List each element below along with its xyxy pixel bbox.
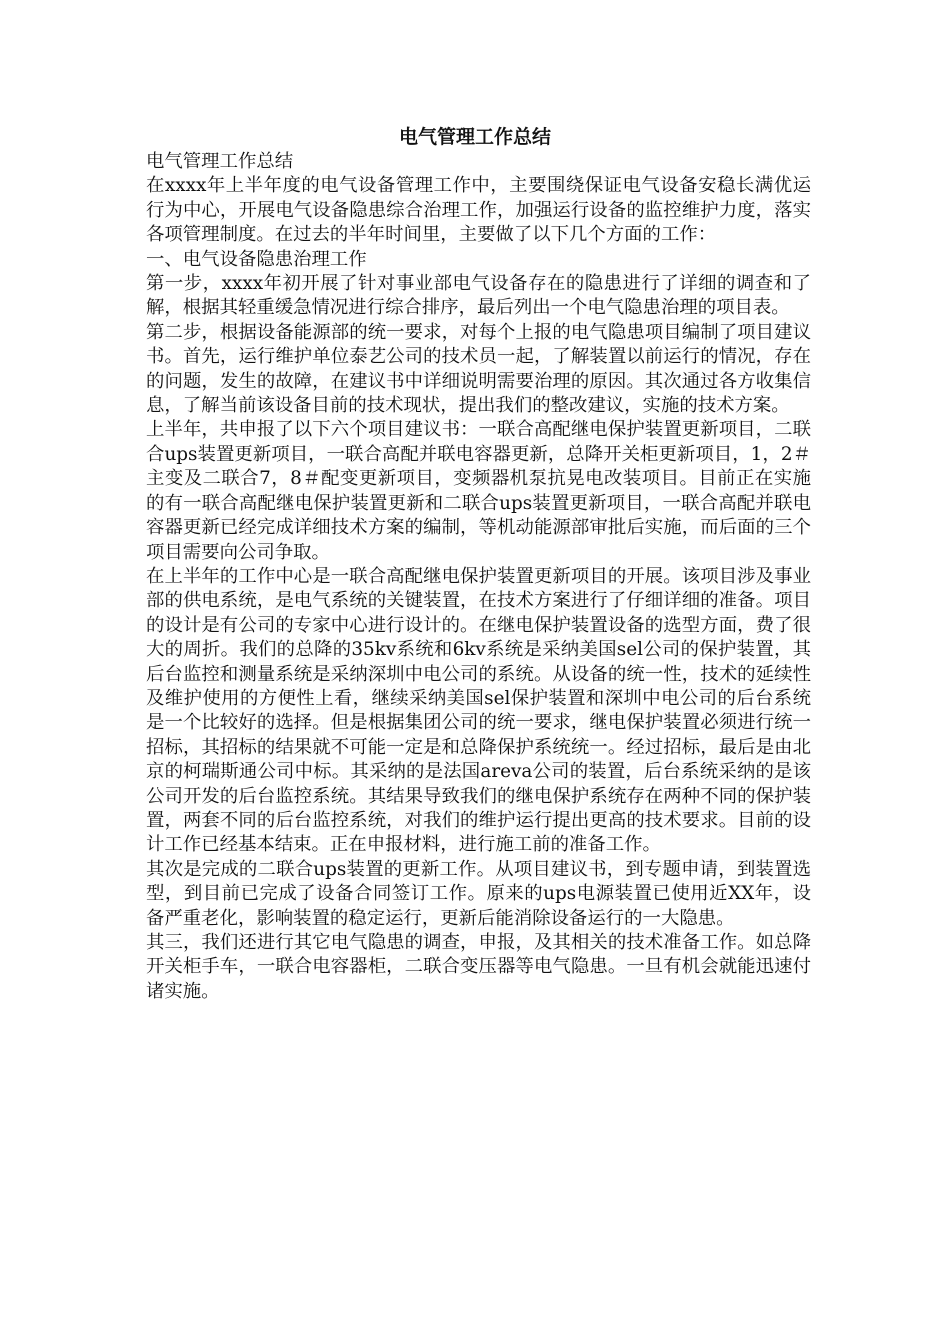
section-heading: 一、电气设备隐患治理工作 [146,248,367,270]
paragraph-other-hazards: 其三，我们还进行其它电气隐患的调查，申报，及其相关的技术准备工作。如总降开关柜手车，一联合电容器柜，二联合变压器等电气隐患。一旦有机会就能迅速付诸实施。 [146,932,811,1002]
paragraph-step-two: 第二步，根据设备能源部的统一要求，对每个上报的电气隐患项目编制了项目建议书。首先，运行维护单位泰艺公司的技术员一起，了解装置以前运行的情况，存在的问题，发生的故障，在建议书中详细说明需要治理的原因。其次通过各方收集信息，了解当前该设备目前的技术现状，提出我们的整改建议，实施的技术方案。 [146,321,811,417]
document-body [146,150,811,1004]
document-title: 电气管理工作总结 [398,126,551,148]
paragraph-step-one: 第一步，xxxx年初开展了针对事业部电气设备存在的隐患进行了详细的调查和了解，根据其轻重缓急情况进行综合排序，最后列出一个电气隐患治理的项目表。 [146,273,811,319]
paragraph-relay-project: 在上半年的工作中心是一联合高配继电保护装置更新项目的开展。该项目涉及事业部的供电系统，是电气系统的关键装置，在技术方案进行了仔细详细的准备。项目的设计是有公司的专家中心进行设计的。在继电保护装置设备的选型方面，费了很大的周折。我们的总降的35kv系统和6kv系统是采纳美国sel公司的保护装置，其后台监控和测量系统是采纳深圳中电公司的系统。从设备的统一性，技术的延续性及维护使用的方便性上看，继续采纳美国sel保护装置和深圳中电公司的后台系统是一个比较好的选择。但是根据集团公司的统一要求，继电保护装置必须进行统一招标，其招标的结果就不可能一定是和总降保护系统统一。经过招标，最后是由北京的柯瑞斯通公司中标。其采纳的是法国areva公司的装置，后台系统采纳的是该公司开发的后台监控系统。其结果导致我们的继电保护系统存在两种不同的保护装置，两套不同的后台监控系统，对我们的维护运行提出更高的技术要求。目前的设计工作已经基本结束。正在申报材料，进行施工前的准备工作。 [146,565,811,856]
paragraph-ups-project: 其次是完成的二联合ups装置的更新工作。从项目建议书，到专题申请，到装置选型，到目前已完成了设备合同签订工作。原来的ups电源装置已使用近XX年，设备严重老化，影响装置的稳定运行，更新后能消除设备运行的一大隐患。 [146,858,811,929]
paragraph-projects: 上半年，共申报了以下六个项目建议书：一联合高配继电保护装置更新项目，二联合ups装置更新项目，一联合高配并联电容器更新，总降开关柜更新项目，1，2＃主变及二联合7，8＃配变更新项目，变频器机泵抗晃电改装项目。目前正在实施的有一联合高配继电保护装置更新和二联合ups装置更新项目，一联合高配并联电容器更新已经完成详细技术方案的编制，等机动能源部审批后实施，而后面的三个项目需要向公司争取。 [146,419,811,563]
paragraph-intro: 在xxxx年上半年度的电气设备管理工作中，主要围绕保证电气设备安稳长满优运行为中心，开展电气设备隐患综合治理工作，加强运行设备的监控维护力度，落实各项管理制度。在过去的半年时间里，主要做了以下几个方面的工作： [146,175,811,246]
paragraph-subtitle: 电气管理工作总结 [146,151,294,172]
